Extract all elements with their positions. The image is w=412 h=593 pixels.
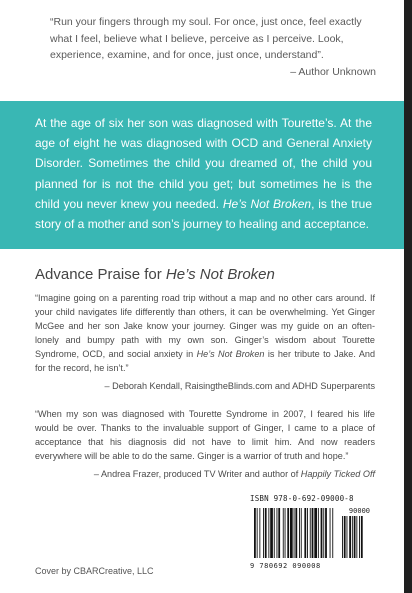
review-text: “When my son was diagnosed with Tourette Syndrome in 2007, I feared his life would be over. Thanks to the invaluable support of Ginger, I came to a place of acceptance that his diagnosis did not have to limit him. And now readers everywhere will be able to do the same. Ginger is a warrior of truth and hope.”: [35, 409, 375, 461]
barcode-bar: [263, 508, 264, 558]
barcode-bar: [294, 508, 295, 558]
barcode-bar: [299, 508, 300, 558]
barcode-addon-bar: [347, 516, 348, 558]
barcode-bar: [285, 508, 286, 558]
barcode-bar: [312, 508, 314, 558]
isbn-barcode: [250, 494, 374, 576]
spine-edge: [404, 0, 412, 593]
barcode-addon-bar: [352, 516, 353, 558]
barcode-bar: [318, 508, 319, 558]
barcode-bar: [274, 508, 275, 558]
barcode-bar: [268, 508, 269, 558]
barcode-addon-bar: [342, 516, 343, 558]
praise-heading-prefix: Advance Praise for: [35, 266, 166, 283]
summary-text-part: At the age of six her son was diagnosed with Tourette’s. At the age of eight he was diagnosed with OCD and General Anxiety Disorder. Sometimes the child you dreamed of, the child you planned for is not the child you get; but sometimes he is the child you never knew you needed.: [35, 116, 372, 211]
barcode-bar: [254, 508, 256, 558]
summary-band: [0, 101, 404, 249]
review-text: “Imagine going on a parenting road trip without a map and no other cars around. If your child navigates life differently than others, it can be overwhelming. Yet Ginger McGee and her son Jake know your journey. Ginger was my guide on an often-lonely and bumpy path with my own son. Ginger’s wisdom about Tourette Syndrome, OCD, and social anxiety in: [35, 293, 375, 359]
barcode-bar: [290, 508, 293, 558]
review-frazer: [35, 407, 375, 481]
barcode-addon-bar: [359, 516, 360, 558]
epigraph-attribution: – Author Unknown: [290, 65, 376, 78]
review-kendall: [35, 291, 375, 393]
barcode-addon-bar: [356, 516, 357, 558]
isbn-label: ISBN 978-0-692-09000-8: [250, 494, 354, 503]
barcode-bar: [330, 508, 331, 558]
barcode-bar: [283, 508, 284, 558]
praise-heading: [35, 266, 375, 283]
review-attribution: – Deborah Kendall, RaisingtheBlinds.com and ADHD Superparents: [104, 381, 375, 391]
barcode-addon-bar: [349, 516, 351, 558]
barcode-digits: [250, 562, 374, 570]
barcode-bar: [314, 508, 317, 558]
barcode-bar: [277, 508, 278, 558]
review-book-title: He’s Not Broken: [196, 349, 265, 359]
barcode-bar: [257, 508, 258, 558]
barcode-addon-bar: [361, 516, 363, 558]
review-attribution-title: Happily Ticked Off: [300, 469, 375, 479]
barcode-addon-bar: [354, 516, 356, 558]
review-text: is her tribute to Jake. And for the record, he isn’t.”: [35, 349, 375, 373]
barcode-bar: [321, 508, 323, 558]
summary-text: [35, 113, 372, 234]
price-code-label: 90000: [348, 507, 370, 515]
epigraph-quote: [50, 14, 380, 80]
barcode-bar: [270, 508, 273, 558]
barcode-bar: [278, 508, 280, 558]
barcode-bar: [301, 508, 302, 558]
review-attribution: [35, 467, 375, 481]
barcode-bar: [304, 508, 306, 558]
barcode-ean-digits: 9 780692 090008: [250, 562, 321, 570]
barcode-bars: [250, 504, 374, 562]
barcode-bar: [325, 508, 327, 558]
barcode-bar: [323, 508, 324, 558]
praise-heading-title: He’s Not Broken: [165, 266, 275, 283]
barcode-bar: [310, 508, 311, 558]
barcode-bar: [295, 508, 297, 558]
review-attribution-text: – Andrea Frazer, produced TV Writer and author of: [93, 469, 301, 479]
barcode-bar: [259, 508, 260, 558]
epigraph-text: “Run your fingers through my soul. For once, just once, feel exactly what I feel, believe what I believe, perceive as I perceive. Look, experience, examine, and for once, just once, understand”.: [50, 16, 362, 61]
summary-text-part: , is the true story of a mother and son’s journey to healing and acceptance.: [35, 196, 372, 232]
barcode-bar: [332, 508, 333, 558]
barcode-addon-bar: [344, 516, 346, 558]
barcode-bar: [265, 508, 267, 558]
barcode-bar: [307, 508, 308, 558]
cover-credit: Cover by CBARCreative, LLC: [35, 566, 154, 576]
summary-book-title: He’s Not Broken: [222, 196, 312, 211]
barcode-bar: [287, 508, 289, 558]
